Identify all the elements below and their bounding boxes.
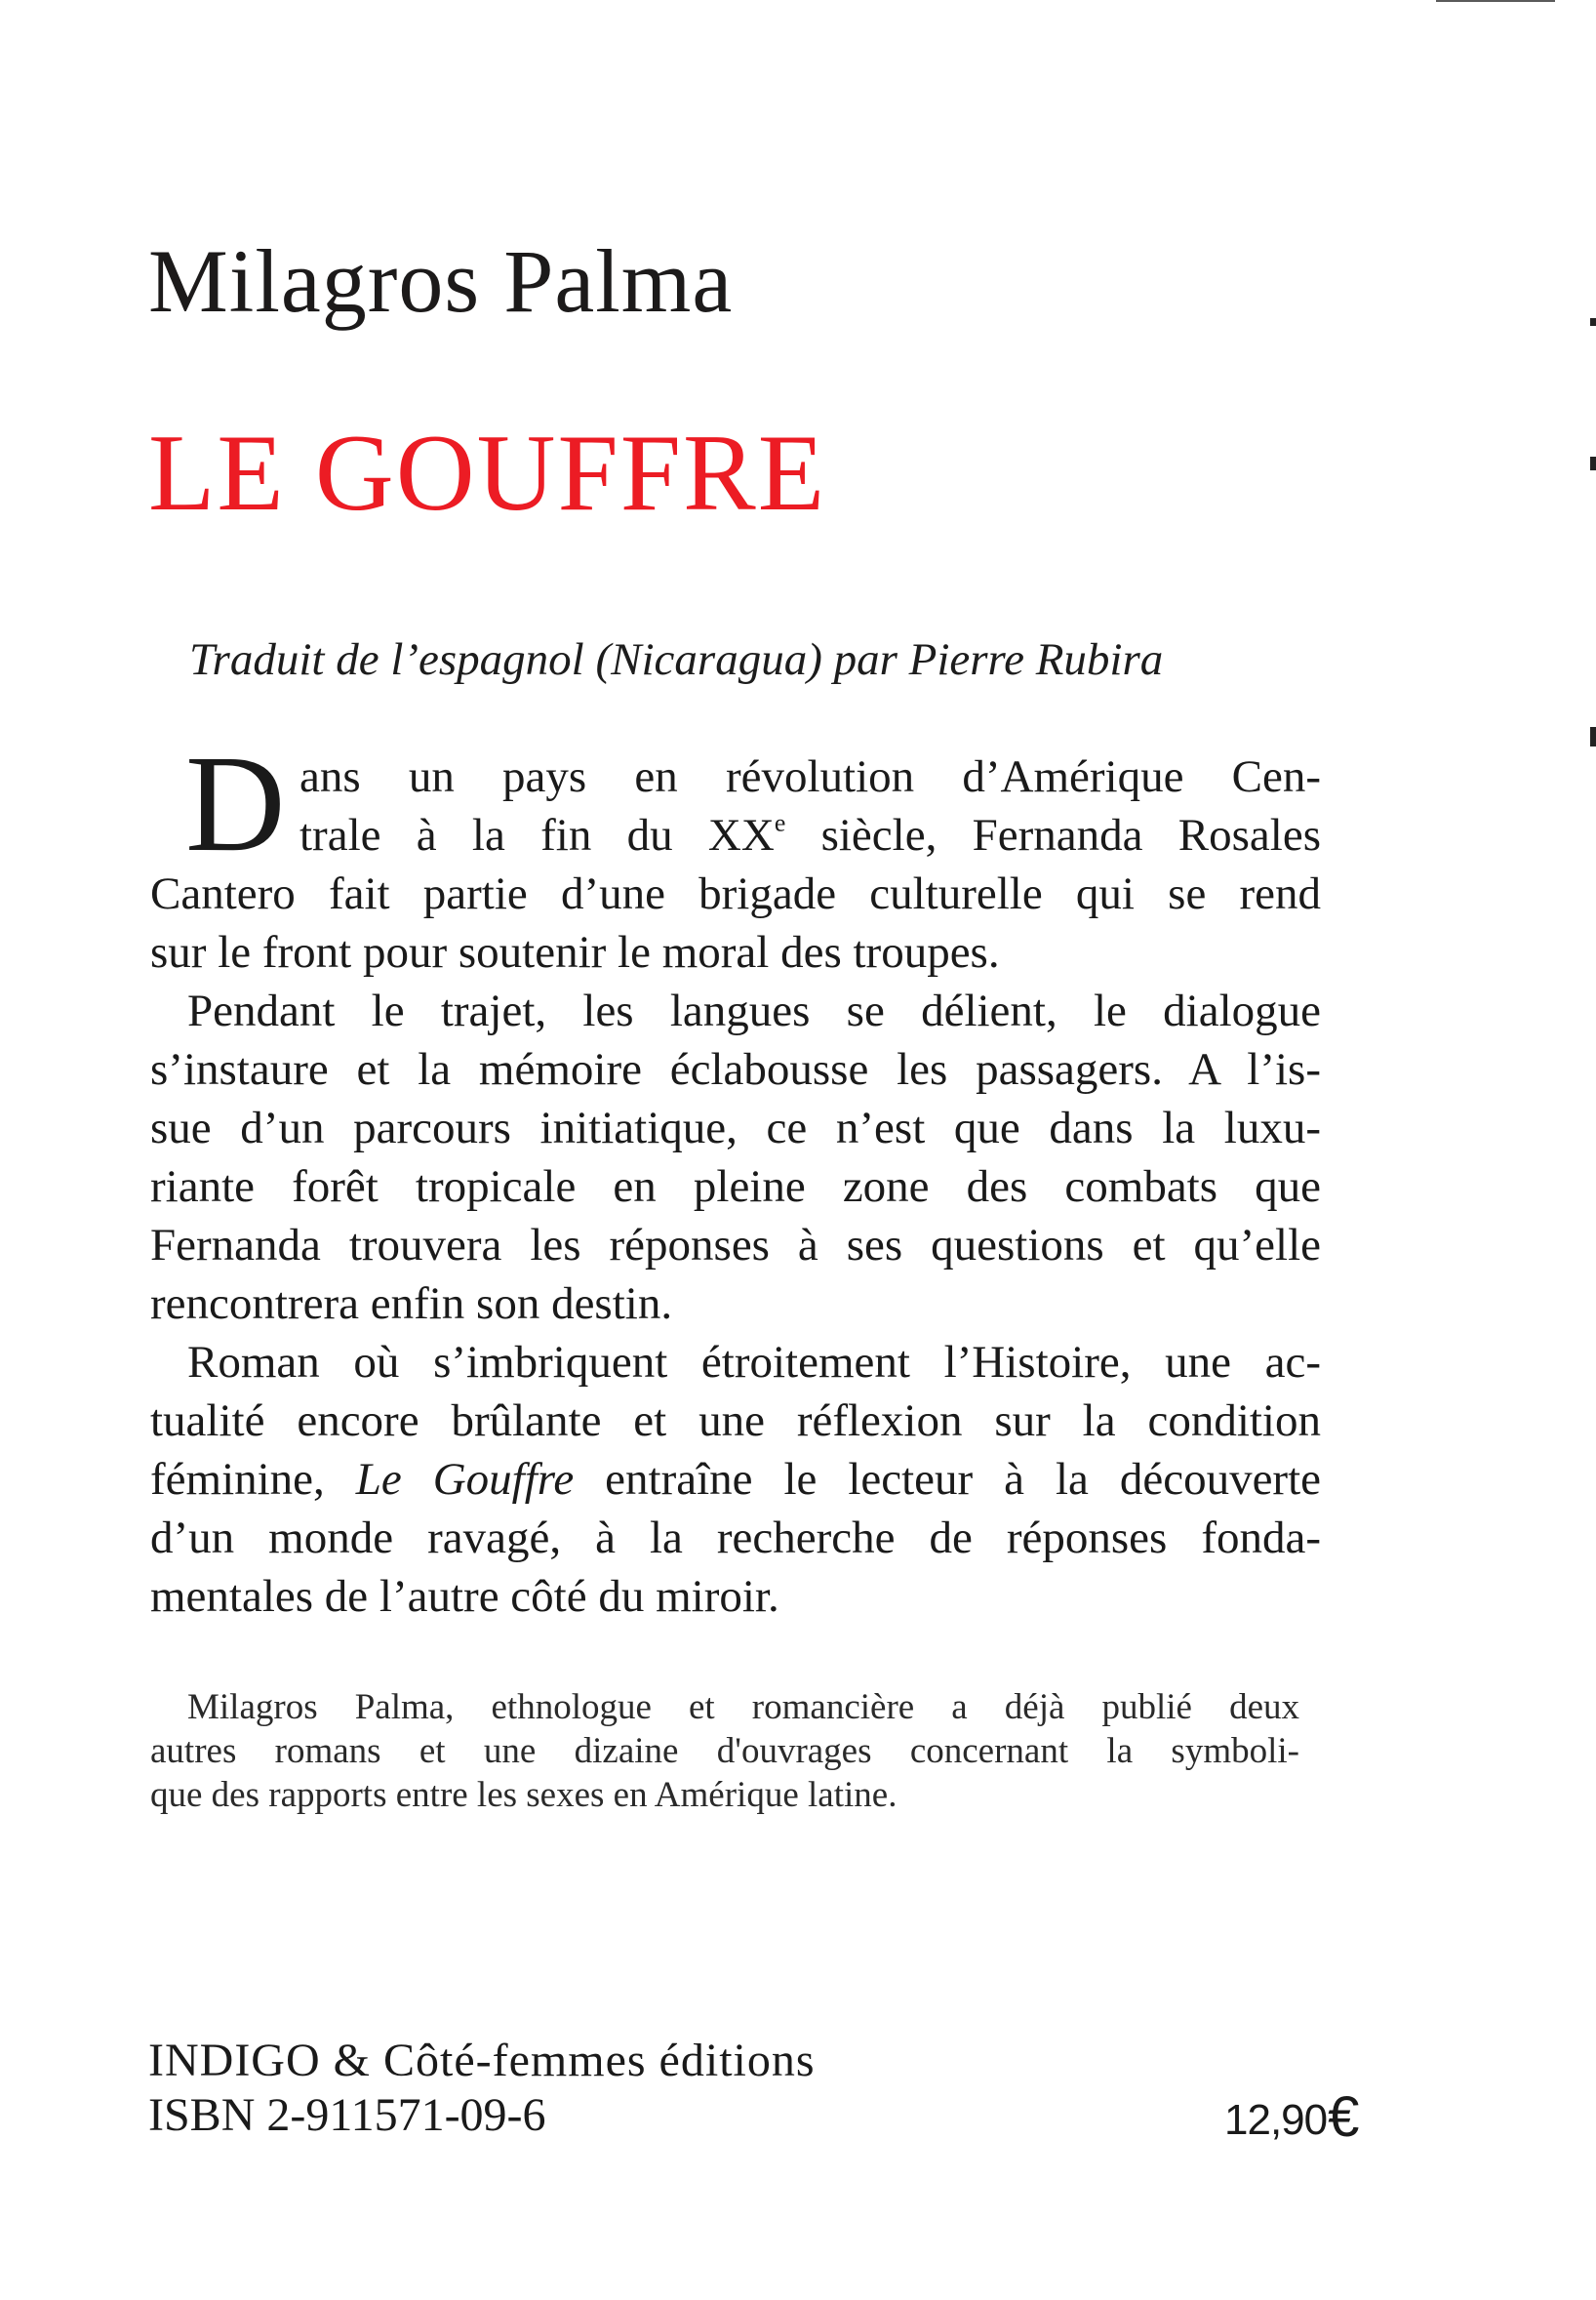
- bio-line: [150, 1729, 1299, 1773]
- isbn: ISBN 2-911571-09-6: [148, 2089, 546, 2141]
- line-text: siècle, Fernanda Rosales: [785, 810, 1321, 861]
- body-line: [150, 1040, 1321, 1099]
- body-line: [187, 982, 1321, 1040]
- body-line: [150, 865, 1321, 923]
- line-text: sur le front pour soutenir le moral des troupes.: [150, 927, 1000, 978]
- body-line: [187, 1333, 1321, 1392]
- edge-glyph-fragment: [1590, 457, 1596, 470]
- body-line: [299, 806, 1321, 865]
- drop-cap: D: [185, 726, 286, 880]
- line-text: riante forêt tropicale en pleine zone des combats que: [150, 1161, 1321, 1212]
- line-text: tualité encore brûlante et une réflexion sur la condition: [150, 1395, 1321, 1446]
- publisher-name: INDIGO & Côté-femmes éditions: [148, 2035, 816, 2086]
- body-line: [150, 1099, 1321, 1157]
- line-text: Roman où s’imbriquent étroitement l’Histoire, une ac-: [187, 1337, 1321, 1388]
- body-line: [150, 1216, 1321, 1274]
- bio-line: [187, 1685, 1299, 1729]
- body-line: [150, 923, 1000, 982]
- superscript: e: [774, 808, 786, 837]
- body-line: [150, 1274, 672, 1333]
- top-crop-rule: [1436, 0, 1555, 2]
- line-text: féminine,: [150, 1454, 356, 1505]
- body-line: [150, 1157, 1321, 1216]
- body-line: [299, 747, 1321, 806]
- italic-title: Le Gouffre: [355, 1454, 575, 1505]
- line-text: d’un monde ravagé, à la recherche de réponses fonda-: [150, 1513, 1321, 1563]
- edge-glyph-fragment: [1590, 318, 1596, 326]
- body-line: [150, 1567, 779, 1626]
- line-text: s’instaure et la mémoire éclabousse les passagers. A l’is-: [150, 1044, 1321, 1095]
- body-line: [150, 1392, 1321, 1450]
- book-title: LE GOUFFRE: [148, 413, 827, 534]
- bio-line: [150, 1773, 897, 1817]
- line-text: trale à la fin du XX: [299, 810, 775, 861]
- line-text: que des rapports entre les sexes en Amérique latine.: [150, 1775, 898, 1815]
- body-line: [150, 1450, 1321, 1509]
- line-text: mentales de l’autre côté du miroir.: [150, 1571, 779, 1622]
- line-text: Cantero fait partie d’une brigade culturelle qui se rend: [150, 868, 1321, 919]
- line-text: Fernanda trouvera les réponses à ses questions et qu’elle: [150, 1220, 1321, 1271]
- line-text: sue d’un parcours initiatique, ce n’est que dans la luxu-: [150, 1103, 1321, 1153]
- line-text: autres romans et une dizaine d'ouvrages concernant la symboli-: [150, 1731, 1299, 1771]
- line-text: ans un pays en révolution d’Amérique Cen-: [299, 751, 1321, 802]
- line-text: rencontrera enfin son destin.: [150, 1278, 673, 1329]
- euro-icon: €: [1328, 2085, 1359, 2149]
- body-line: [150, 1509, 1321, 1567]
- price-value: 12,90: [1224, 2096, 1328, 2144]
- author-name: Milagros Palma: [148, 231, 734, 331]
- line-text: Pendant le trajet, les langues se délient, le dialogue: [187, 986, 1321, 1036]
- line-text: entraîne le lecteur à la découverte: [574, 1454, 1321, 1505]
- price: [1224, 2085, 1359, 2149]
- edge-glyph-fragment: [1590, 727, 1596, 746]
- translator-credit: Traduit de l’espagnol (Nicaragua) par Pierre Rubira: [189, 634, 1164, 685]
- line-text: Milagros Palma, ethnologue et romancière a déjà publié deux: [187, 1687, 1299, 1727]
